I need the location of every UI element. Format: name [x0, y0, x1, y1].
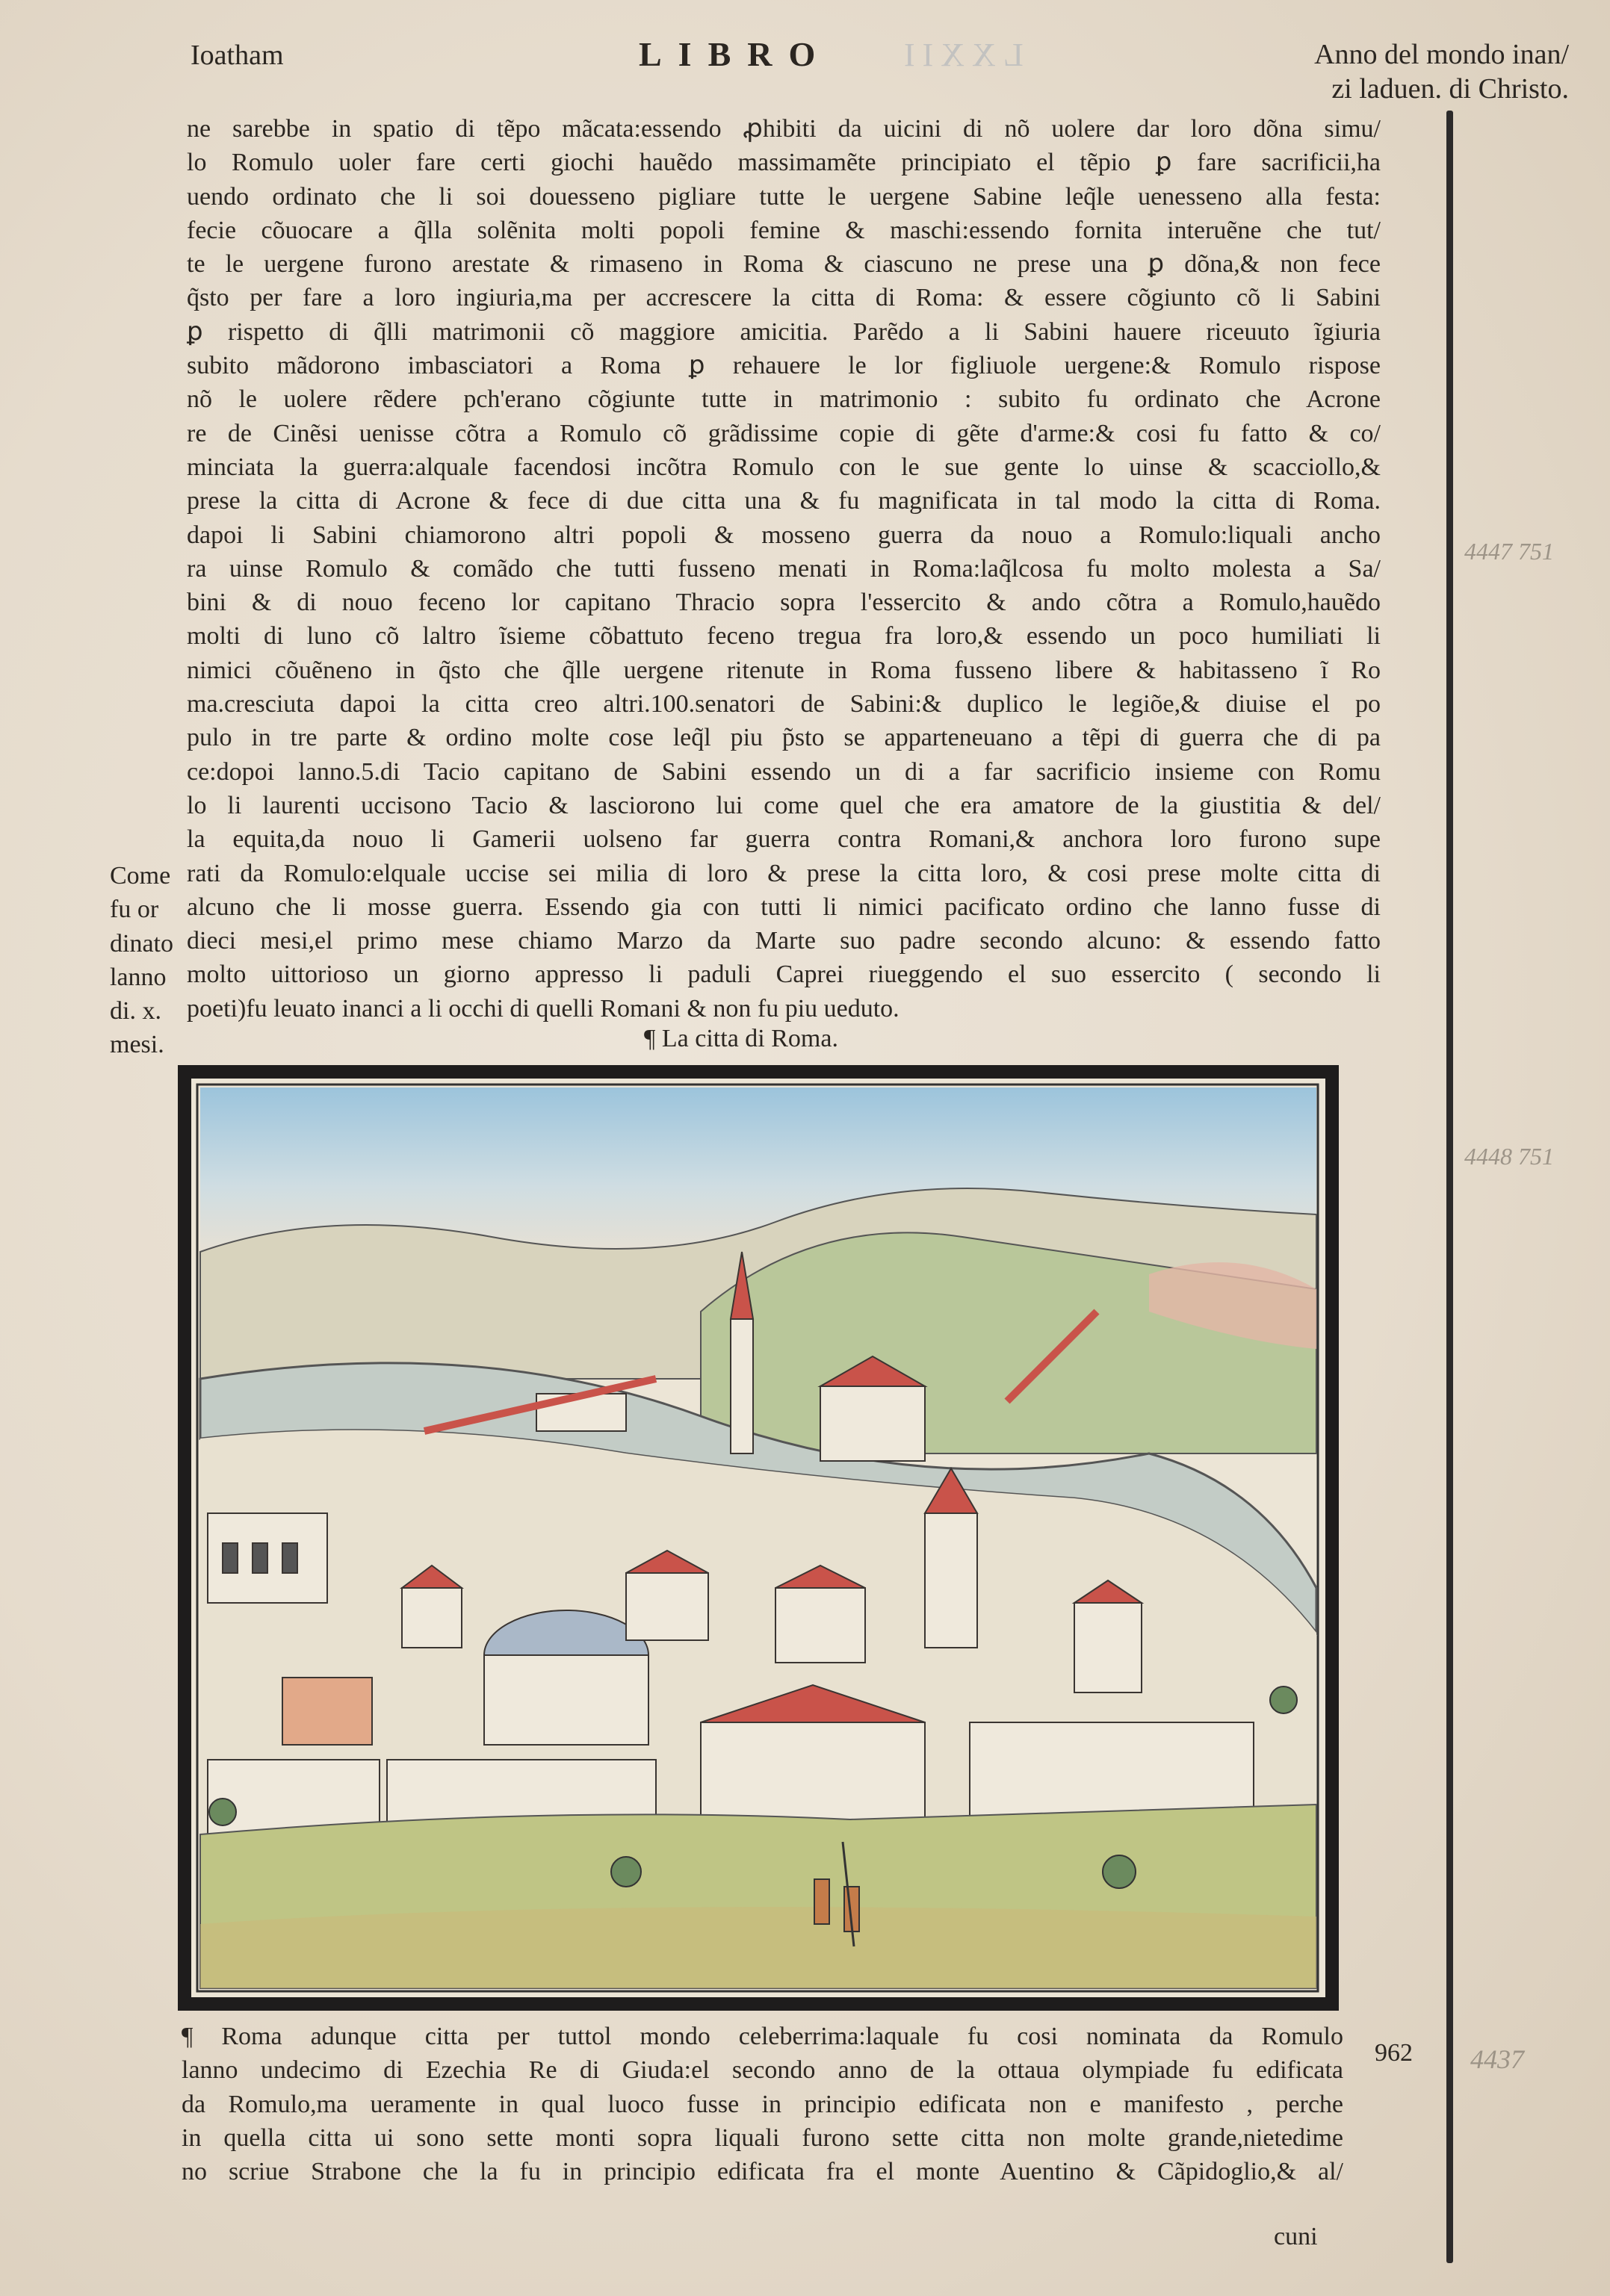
- margin-note-line: lanno: [110, 963, 167, 991]
- text-line: te le uergene furono arestate & rimaseno in Roma & ciascuno ne prese una ꝑ dõna,& non fece: [187, 250, 1381, 279]
- text-line: alcuno che li mosse guerra. Essendo gia con tutti li nimici pacificato ordino che lanno fusse di: [187, 893, 1381, 921]
- margin-note-line: Come: [110, 862, 171, 890]
- lower-text-line: in quella citta ui sono sette monti sopra liquali furono sette citta non molte grande,nietedime: [182, 2123, 1343, 2152]
- year-column-heading: [1255, 37, 1569, 106]
- text-line: ra uinse Romulo & comãdo che tutti fusseno menati in Roma:laq̃lcosa fu molto molesta a Sa/: [187, 554, 1381, 583]
- year-before-christ: 962: [1375, 2039, 1413, 2067]
- text-line: re de Cinẽsi uenisse cõtra a Romulo cõ grãdissime copie di gẽte d'arme:& cosi fu fatto & co/: [187, 419, 1381, 447]
- text-line: prese la citta di Acrone & fece di due citta una & fu magnificata in tal modo la citta di Roma.: [187, 487, 1381, 515]
- text-line: pulo in tre parte & ordino molte cose leq̃l piu p̃sto se apparteneuano a tẽpi di guerra che di pa: [187, 724, 1381, 752]
- text-line: ꝑ rispetto di q̃lli matrimonii cõ maggiore amicitia. Parẽdo a li Sabini hauere riceuuto ĩgiuria: [187, 317, 1381, 346]
- text-line: fecie cõuocare a q̃lla solẽnita molti popoli femine & maschi:essendo fornita interuẽne che tut/: [187, 216, 1381, 244]
- text-line: minciata la guerra:alquale facendosi incõtra Romulo con le sue gente lo uinse & scacciollo,&: [187, 453, 1381, 481]
- lower-text-line: da Romulo,ma ueramente in qual luoco fusse in principio edificata non e manifesto , perche: [182, 2090, 1343, 2118]
- text-line: bini & di nouo feceno lor capitano Thracio sopra l'essercito & ando cõtra a Romulo,hauẽdo: [187, 589, 1381, 617]
- handwritten-note-1: 4447 751: [1464, 538, 1554, 565]
- text-line: molto uittorioso un giorno appresso li paduli Caprei riueggendo el suo essercito ( secondo li: [187, 961, 1381, 989]
- lower-text-line: lanno undecimo di Ezechia Re di Giuda:el secondo anno de la ottaua olympiade fu edificata: [182, 2056, 1343, 2085]
- catchword: cuni: [1274, 2223, 1318, 2250]
- running-head-libro: LIBRO: [639, 35, 832, 73]
- text-line: rati da Romulo:elquale uccise sei milia di loro & prese la citta loro, & cosi prese molte citta di: [187, 859, 1381, 887]
- text-line: la equita,da nouo li Gamerii uolseno far guerra contra Romani,& anchora loro furono supe: [187, 825, 1381, 854]
- text-line: dapoi li Sabini chiamorono altri popoli & mosseno guerra da nouo a Romulo:liquali ancho: [187, 521, 1381, 549]
- lower-text-line: ¶ Roma adunque citta per tuttol mondo celeberrima:laquale fu cosi nominata da Romulo: [182, 2023, 1343, 2050]
- text-line: ne sarebbe in spatio di tẽpo mãcata:essendo ꝓhibiti da uicini di nõ uolere dar loro dõna simu/: [187, 115, 1381, 143]
- text-line: uendo ordinato che li soi douesseno pigliare tutte le uergene Sabine leq̃le uenesseno alla festa:: [187, 182, 1381, 211]
- margin-note-line: dinato: [110, 929, 173, 958]
- margin-note-line: fu or: [110, 896, 159, 924]
- margin-note-line: mesi.: [110, 1031, 164, 1059]
- handwritten-note-2: 4448 751: [1464, 1143, 1554, 1170]
- figure-caption: ¶ La citta di Roma.: [644, 1025, 838, 1052]
- text-line: q̃sto per fare a loro ingiuria,ma per accrescere la citta di Roma: & essere cõgiunto cõ li Sabini: [187, 284, 1381, 312]
- lower-text-line: no scriue Strabone che la fu in principio edificata fra el monte Auentino & Cãpidoglio,& al/: [182, 2158, 1343, 2186]
- woodcut-view-of-rome: [178, 1065, 1339, 2011]
- text-line: subito mãdorono imbasciatori a Roma ꝑ rehauere le lor figliuole uergene:& Romulo rispose: [187, 352, 1381, 380]
- text-line: poeti)fu leuato inanci a li occhi di quelli Romani & non fu piu ueduto.: [187, 994, 900, 1023]
- main-text-block: [187, 112, 1381, 1026]
- text-line: ma.cresciuta dapoi la citta creo altri.100.senatori de Sabini:& duplico le legiõe,& diuise el po: [187, 690, 1381, 719]
- running-head-ioatham: Ioatham: [191, 40, 284, 71]
- text-line: molti di luno cõ laltro ĩsieme cõbattuto feceno tregua fra loro,& essendo un poco humiliati li: [187, 622, 1381, 651]
- margin-note-line: di. x.: [110, 997, 161, 1026]
- bleed-through-folio: LXXII: [897, 37, 1024, 73]
- text-line: nõ le uolere rẽdere pch'erano cõgiunte tutte in matrimonio : subito fu ordinato che Acrone: [187, 385, 1381, 414]
- year-of-world: 4437: [1470, 2044, 1524, 2074]
- year-heading-line-1: Anno del mondo inan/: [1314, 39, 1569, 70]
- lower-text-block: [182, 2020, 1343, 2188]
- text-line: lo li laurenti uccisono Tacio & lasciorono lui come quel che era amatore de la giustitia & del/: [187, 791, 1381, 819]
- text-line: lo Romulo uoler fare certi giochi hauẽdo massimamẽte principiato el tẽpio ꝑ fare sacrificii,ha: [187, 149, 1381, 177]
- text-line: nimici cõuẽneno in q̃sto che q̃lle uergene ritenute in Roma fusseno libere & habitasseno ĩ Ro: [187, 656, 1381, 684]
- year-heading-line-2: zi laduen. di Christo.: [1331, 73, 1569, 105]
- text-line: dieci mesi,el primo mese chiamo Marzo da Marte suo padre secondo alcuno: & essendo fatto: [187, 927, 1381, 955]
- vertical-column-rule: [1446, 111, 1453, 2263]
- margin-note: [110, 859, 192, 1062]
- text-line: ce:dopoi lanno.5.di Tacio capitano de Sabini essendo un di a far sacrificio insieme con Romu: [187, 757, 1381, 786]
